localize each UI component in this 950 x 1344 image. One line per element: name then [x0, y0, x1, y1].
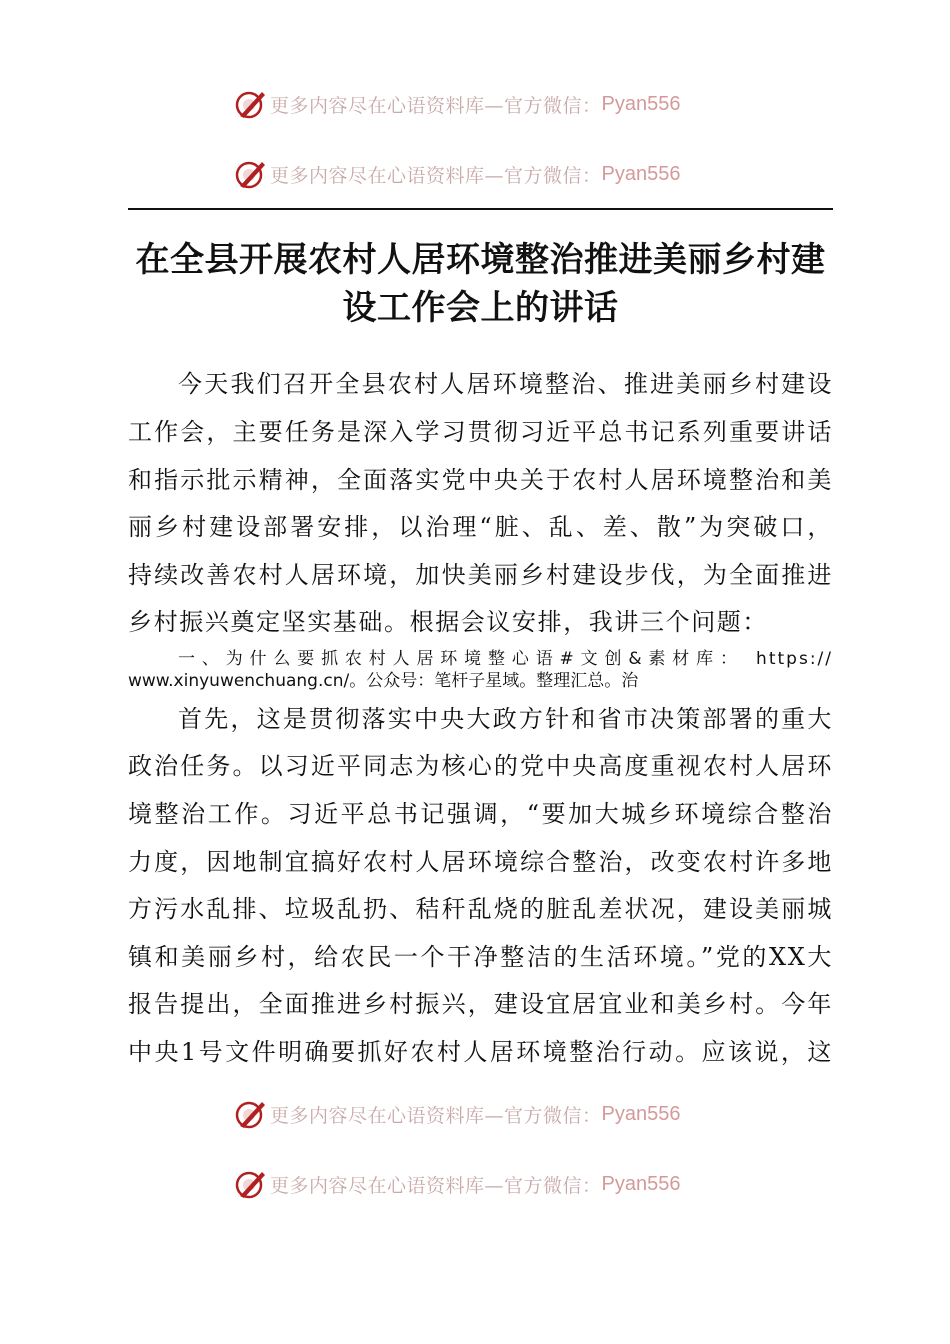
title-line: 在全县开展农村人居环境整治推进美丽乡村建: [135, 240, 826, 280]
document-title: [128, 236, 833, 332]
paragraph-line: 中央1号文件明确要抓好农村人居环境整治行动。应该说，这: [128, 1038, 833, 1066]
watermark-text: 更多内容尽在心语资料库—官方微信：: [270, 164, 602, 187]
watermark-bottom-1: [232, 1096, 752, 1132]
paragraph-line: 乡村振兴奠定坚实基础。根据会议安排，我讲三个问题：: [128, 608, 768, 636]
watermark-id: Pyan556: [601, 92, 681, 115]
paragraph-line: 方污水乱排、垃圾乱扔、秸秆乱烧的脏乱差状况，建设美丽城: [128, 895, 833, 923]
watermark-top-2: [232, 156, 752, 192]
watermark-text: 更多内容尽在心语资料库—官方微信：: [270, 1174, 602, 1197]
section-heading: 一、为什么要抓农村人居环境整心语#文创&素材库： https://: [178, 649, 833, 669]
watermark-bottom-2: [232, 1166, 752, 1202]
watermark-text: 更多内容尽在心语资料库—官方微信：: [270, 94, 602, 117]
title-line: 设工作会上的讲话: [342, 288, 619, 328]
paragraph-line: 首先，这是贯彻落实中央大政方针和省市决策部署的重大: [178, 705, 833, 733]
watermark-id: Pyan556: [601, 162, 681, 185]
watermark-text: 更多内容尽在心语资料库—官方微信：: [270, 1104, 602, 1127]
paragraph-line: 持续改善农村人居环境，加快美丽乡村建设步伐，为全面推进: [128, 561, 833, 589]
header-rule: [128, 208, 833, 210]
paragraph-line: 和指示批示精神，全面落实党中央关于农村人居环境整治和美: [128, 466, 833, 494]
watermark-id: Pyan556: [601, 1102, 681, 1125]
pen-logo-icon: [232, 1096, 268, 1132]
pen-logo-icon: [232, 156, 268, 192]
pen-logo-icon: [232, 1166, 268, 1202]
watermark-id: Pyan556: [601, 1172, 681, 1195]
paragraph-line: 报告提出，全面推进乡村振兴，建设宜居宜业和美乡村。今年: [128, 990, 833, 1018]
paragraph-line: 工作会，主要任务是深入学习贯彻习近平总书记系列重要讲话: [128, 418, 833, 446]
pen-logo-icon: [232, 86, 268, 122]
paragraph-line: 镇和美丽乡村，给农民一个干净整洁的生活环境。”党的XX大: [128, 943, 833, 971]
paragraph-line: 今天我们召开全县农村人居环境整治、推进美丽乡村建设: [178, 370, 833, 398]
paragraph-line: 力度，因地制宜搞好农村人居环境综合整治，改变农村许多地: [128, 848, 833, 876]
section-heading: www.xinyuwenchuang.cn/。公众号：笔杆子星域。整理汇总。治: [128, 671, 639, 691]
paragraph-line: 境整治工作。习近平总书记强调，“要加大城乡环境综合整治: [128, 800, 833, 828]
paragraph-line: 政治任务。以习近平同志为核心的党中央高度重视农村人居环: [128, 752, 833, 780]
paragraph-line: 丽乡村建设部署安排，以治理“脏、乱、差、散”为突破口，: [128, 513, 833, 541]
watermark-top-1: [232, 86, 752, 122]
